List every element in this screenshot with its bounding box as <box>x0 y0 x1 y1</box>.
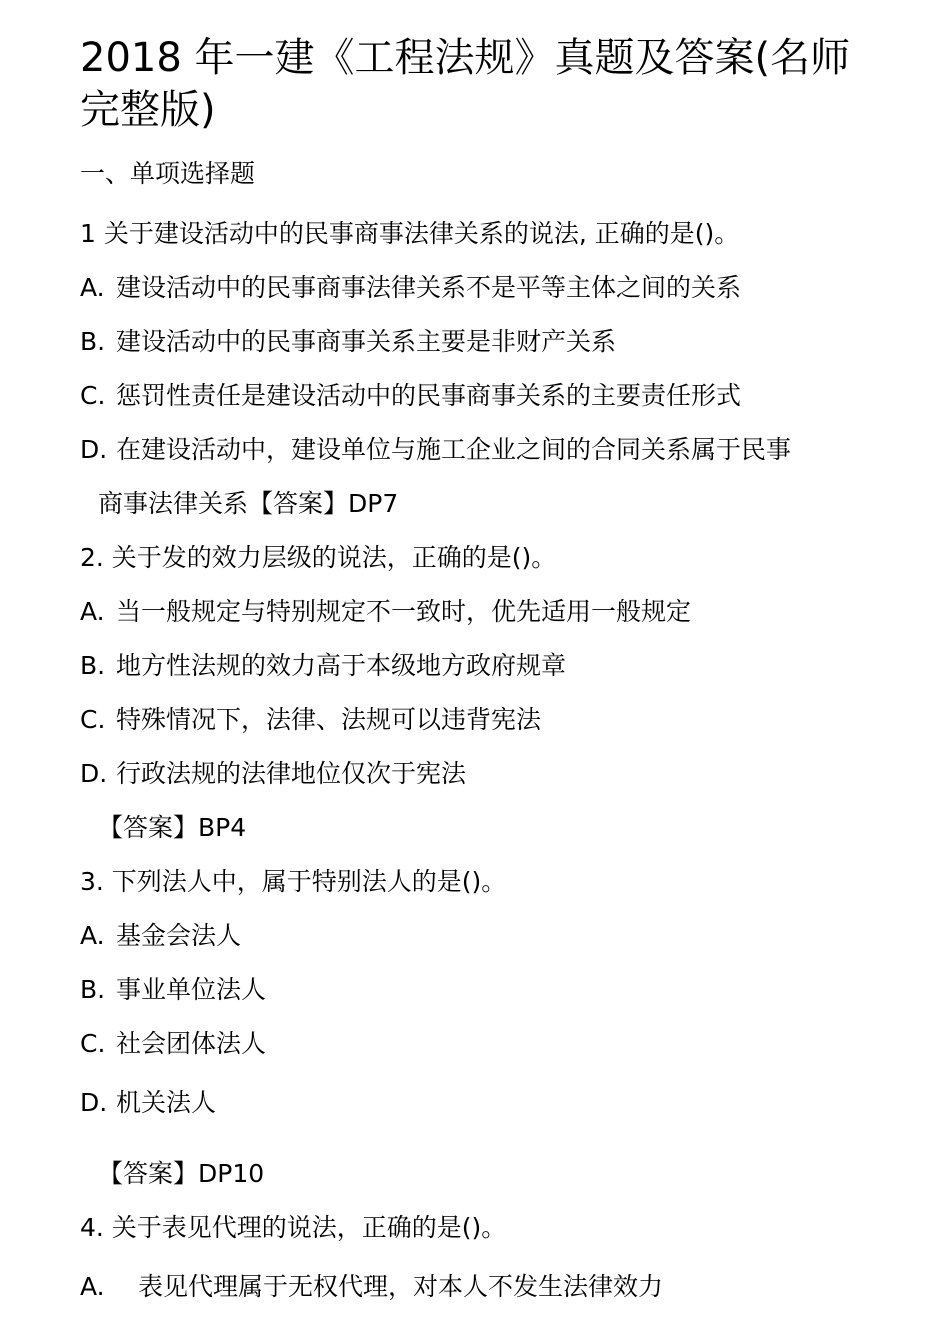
question-1-option-b <box>80 325 616 359</box>
question-1-option-c <box>80 379 741 413</box>
option-letter: D. <box>80 759 108 788</box>
question-1-continuation-answer: 商事法律关系【答案】DP7 <box>98 489 399 518</box>
option-letter: C. <box>80 1029 106 1058</box>
option-text: 地方性法规的效力高于本级地方政府规章 <box>116 651 567 680</box>
question-1-option-a <box>80 271 741 305</box>
option-text: 事业单位法人 <box>116 975 267 1004</box>
option-letter: A. <box>80 921 105 950</box>
option-text: 建设活动中的民事商事法律关系不是平等主体之间的关系 <box>116 273 742 302</box>
question-4-stem: 4. 关于表见代理的说法，正确的是()。 <box>80 1213 507 1242</box>
question-2-option-d <box>80 757 466 791</box>
option-letter: D. <box>80 1088 108 1117</box>
option-text: 机关法人 <box>116 1088 217 1117</box>
option-letter: C. <box>80 705 106 734</box>
question-2-option-a <box>80 595 691 629</box>
option-letter: D. <box>80 435 108 464</box>
option-text: 特殊情况下，法律、法规可以违背宪法 <box>116 705 542 734</box>
option-letter: A. <box>80 597 105 626</box>
option-letter: A. <box>80 273 105 302</box>
question-1-stem: 1 关于建设活动中的民事商事法律关系的说法, 正确的是()。 <box>80 219 740 248</box>
option-letter: B. <box>80 651 106 680</box>
option-text: 建设活动中的民事商事关系主要是非财产关系 <box>116 327 617 356</box>
option-text: 在建设活动中，建设单位与施工企业之间的合同关系属于民事 <box>116 435 792 464</box>
option-text: 当一般规定与特别规定不一致时，优先适用一般规定 <box>116 597 692 626</box>
question-3-answer: 【答案】DP10 <box>98 1159 265 1188</box>
option-letter: C. <box>80 381 106 410</box>
option-letter: B. <box>80 975 106 1004</box>
question-2-option-c <box>80 703 541 737</box>
option-text: 表见代理属于无权代理，对本人不发生法律效力 <box>138 1272 664 1301</box>
question-3-option-d <box>80 1086 216 1120</box>
option-text: 社会团体法人 <box>116 1029 267 1058</box>
question-2-option-b <box>80 649 566 683</box>
option-text: 行政法规的法律地位仅次于宪法 <box>116 759 467 788</box>
document-title: 2018 年一建《工程法规》真题及答案(名师完整版) <box>80 35 851 133</box>
question-3-option-a <box>80 919 241 953</box>
question-3-option-c <box>80 1027 266 1061</box>
option-text: 惩罚性责任是建设活动中的民事商事关系的主要责任形式 <box>116 381 742 410</box>
question-3-stem: 3. 下列法人中，属于特别法人的是()。 <box>80 867 507 896</box>
section-heading: 一、单项选择题 <box>80 159 256 188</box>
question-1-option-d <box>80 433 791 467</box>
question-4-option-a <box>80 1270 663 1304</box>
option-letter: A. <box>80 1272 105 1301</box>
question-2-stem: 2. 关于发的效力层级的说法，正确的是()。 <box>80 543 557 572</box>
option-letter: B. <box>80 327 106 356</box>
option-text: 基金会法人 <box>116 921 242 950</box>
question-2-answer: 【答案】BP4 <box>98 813 247 842</box>
question-3-option-b <box>80 973 266 1007</box>
